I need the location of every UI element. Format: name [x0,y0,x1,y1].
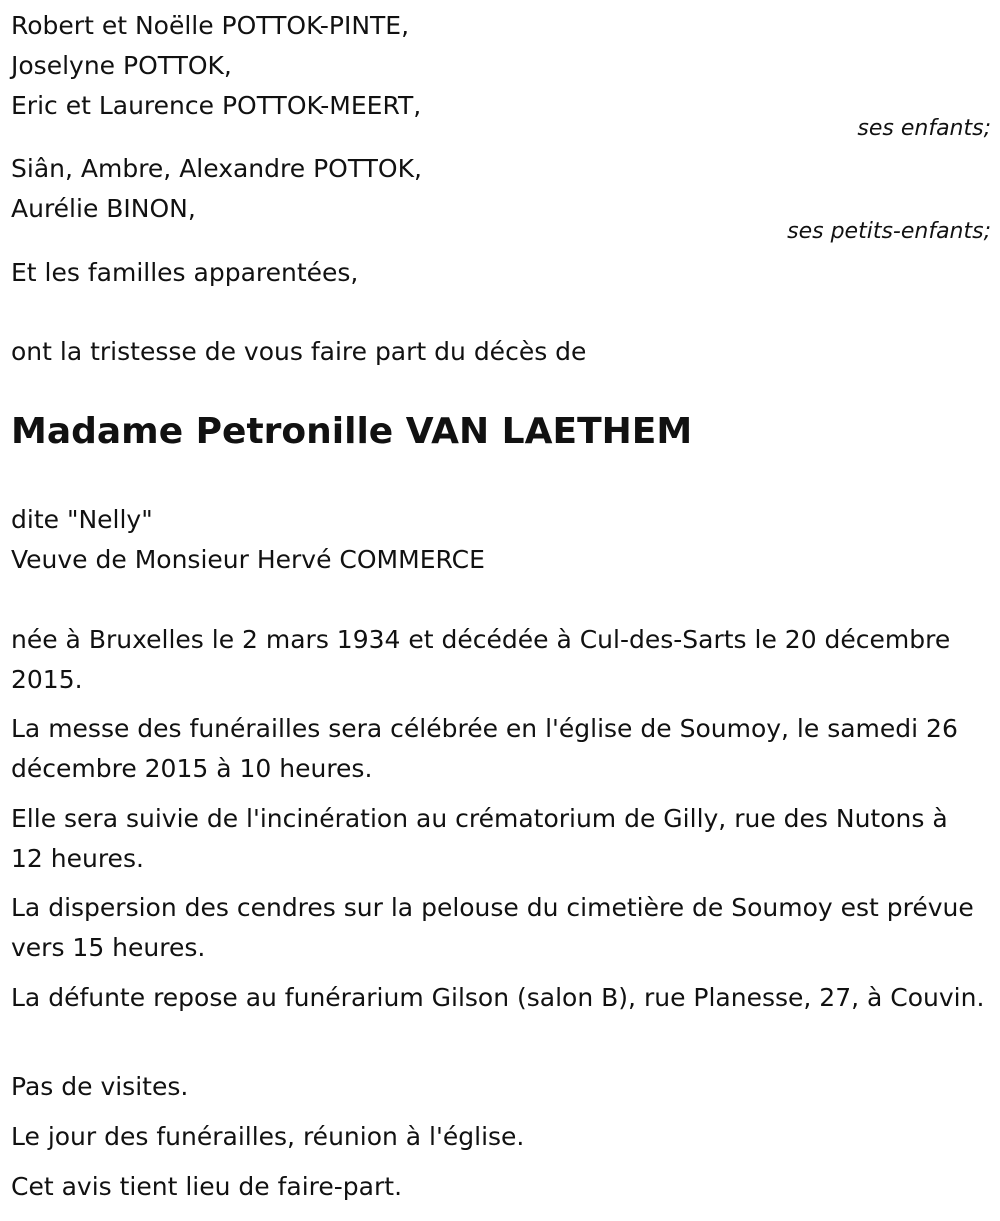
meeting-paragraph: Le jour des funérailles, réunion à l'église. [11,1122,525,1151]
grandchildren-label: ses petits-enfants; [787,219,991,244]
grandchild-line: Siân, Ambre, Alexandre POTTOK, [11,154,422,183]
birth-death-paragraph: née à Bruxelles le 2 mars 1934 et décédée à Cul-des-Sarts le 20 décembre 2015. [11,625,951,694]
families-line: Et les familles apparentées, [11,258,359,287]
no-visits-paragraph: Pas de visites. [11,1072,189,1101]
child-line: Robert et Noëlle POTTOK-PINTE, [11,11,410,40]
funeral-home-paragraph: La défunte repose au funérarium Gilson (salon B), rue Planesse, 27, à Couvin. [11,983,985,1012]
mass-paragraph: La messe des funérailles sera célébrée en l'église de Soumoy, le samedi 26 décembre 2015 à 10 heures. [11,714,958,783]
deceased-name: Madame Petronille VAN LAETHEM [11,411,693,452]
children-label: ses enfants; [857,116,991,141]
ashes-paragraph: La dispersion des cendres sur la pelouse du cimetière de Soumoy est prévue vers 15 heures. [11,893,974,962]
announcement-line: ont la tristesse de vous faire part du décès de [11,337,587,366]
grandchild-line: Aurélie BINON, [11,194,196,223]
nickname-line: dite "Nelly" [11,505,153,534]
widow-line: Veuve de Monsieur Hervé COMMERCE [11,545,485,574]
notice-paragraph: Cet avis tient lieu de faire-part. [11,1172,403,1201]
child-line: Eric et Laurence POTTOK-MEERT, [11,91,422,120]
cremation-paragraph: Elle sera suivie de l'incinération au crématorium de Gilly, rue des Nutons à 12 heures. [11,804,948,873]
child-line: Joselyne POTTOK, [11,51,232,80]
